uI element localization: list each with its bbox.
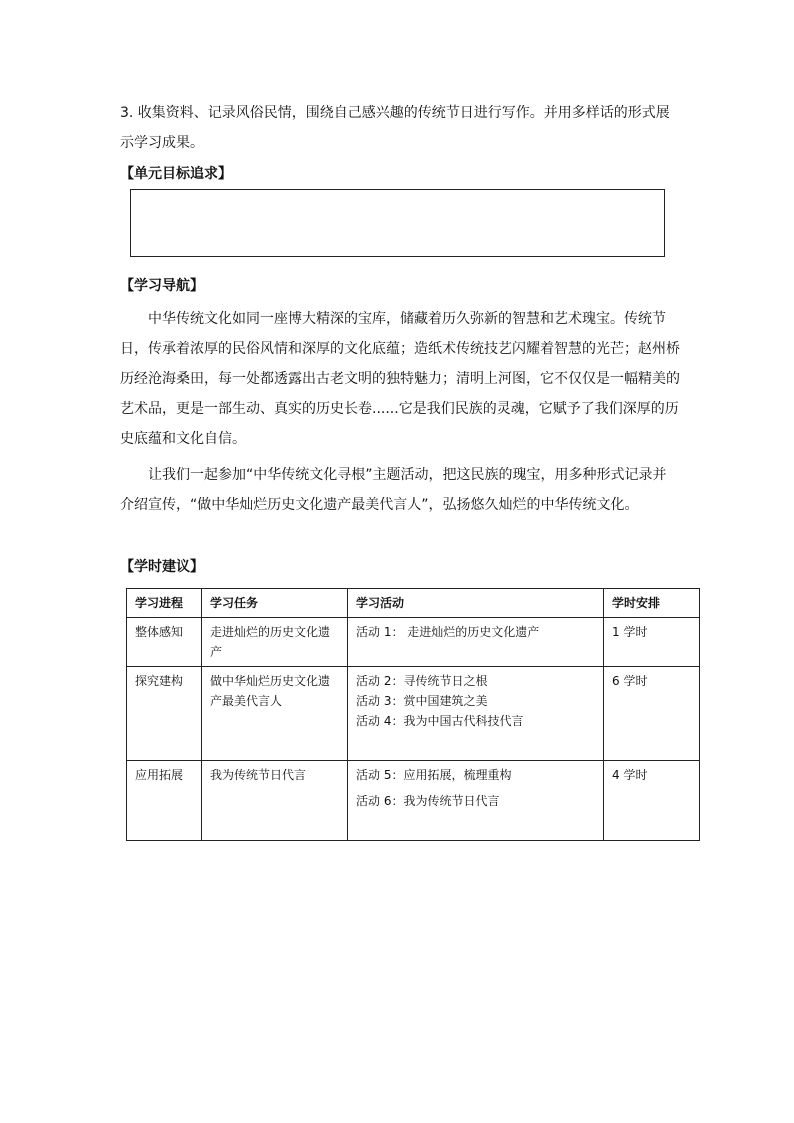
task-cell: 做中华灿烂历史文化遗产最美代言人 xyxy=(202,667,348,761)
schedule-header-row xyxy=(127,589,700,618)
hours-cell: 1 学时 xyxy=(604,618,700,667)
stage-cell: 探究建构 xyxy=(127,667,202,761)
hours-cell: 4 学时 xyxy=(604,761,700,841)
table-row xyxy=(127,761,700,841)
table-row xyxy=(127,618,700,667)
column-header-hours: 学时安排 xyxy=(604,589,700,618)
activity-cell xyxy=(348,667,604,761)
activity-item: 活动 4：我为中国古代科技代言 xyxy=(356,714,524,728)
column-header-stage: 学习进程 xyxy=(127,589,202,618)
schedule-table xyxy=(126,588,700,841)
activity-cell xyxy=(348,761,604,841)
task-cell: 我为传统节日代言 xyxy=(202,761,348,841)
hours-cell: 6 学时 xyxy=(604,667,700,761)
column-header-activity: 学习活动 xyxy=(348,589,604,618)
activity-item: 活动 3：赏中国建筑之美 xyxy=(356,694,488,708)
intro-paragraph: 3. 收集资料、记录风俗民情，围绕自己感兴趣的传统节日进行写作。并用多样话的形式展示学习成果。 xyxy=(120,105,670,151)
table-row xyxy=(127,667,700,761)
navigation-paragraph-2: 让我们一起参加“中华传统文化寻根”主题活动，把这民族的瑰宝，用多种形式记录并介绍宣传，“做中华灿烂历史文化遗产最美代言人”，弘扬悠久灿烂的中华传统文化。 xyxy=(120,467,667,513)
activity-item: 活动 1： 走进灿烂的历史文化遗产 xyxy=(356,625,540,639)
activity-item: 活动 5：应用拓展，梳理重构 xyxy=(356,768,512,782)
unit-goal-heading: 【单元目标追求】 xyxy=(120,166,232,182)
unit-goal-box xyxy=(130,189,665,257)
activity-cell xyxy=(348,618,604,667)
stage-cell: 整体感知 xyxy=(127,618,202,667)
task-cell: 走进灿烂的历史文化遗产 xyxy=(202,618,348,667)
schedule-heading: 【学时建议】 xyxy=(120,559,204,575)
activity-item: 活动 2：寻传统节日之根 xyxy=(356,674,488,688)
stage-cell: 应用拓展 xyxy=(127,761,202,841)
column-header-task: 学习任务 xyxy=(202,589,348,618)
activity-item: 活动 6：我为传统节日代言 xyxy=(356,794,500,808)
navigation-heading: 【学习导航】 xyxy=(120,278,204,294)
navigation-paragraph-1: 中华传统文化如同一座博大精深的宝库，储藏着历久弥新的智慧和艺术瑰宝。传统节日，传承着浓厚的民俗风情和深厚的文化底蕴；造纸术传统技艺闪耀着智慧的光芒；赵州桥历经沧海桑田，每一处都透露出古老文明的独特魅力；清明上河图，它不仅仅是一幅精美的艺术品，更是一部生动、真实的历史长卷......它是我们民族的灵魂，它赋予了我们深厚的历史底蕴和文化自信。 xyxy=(120,311,680,447)
